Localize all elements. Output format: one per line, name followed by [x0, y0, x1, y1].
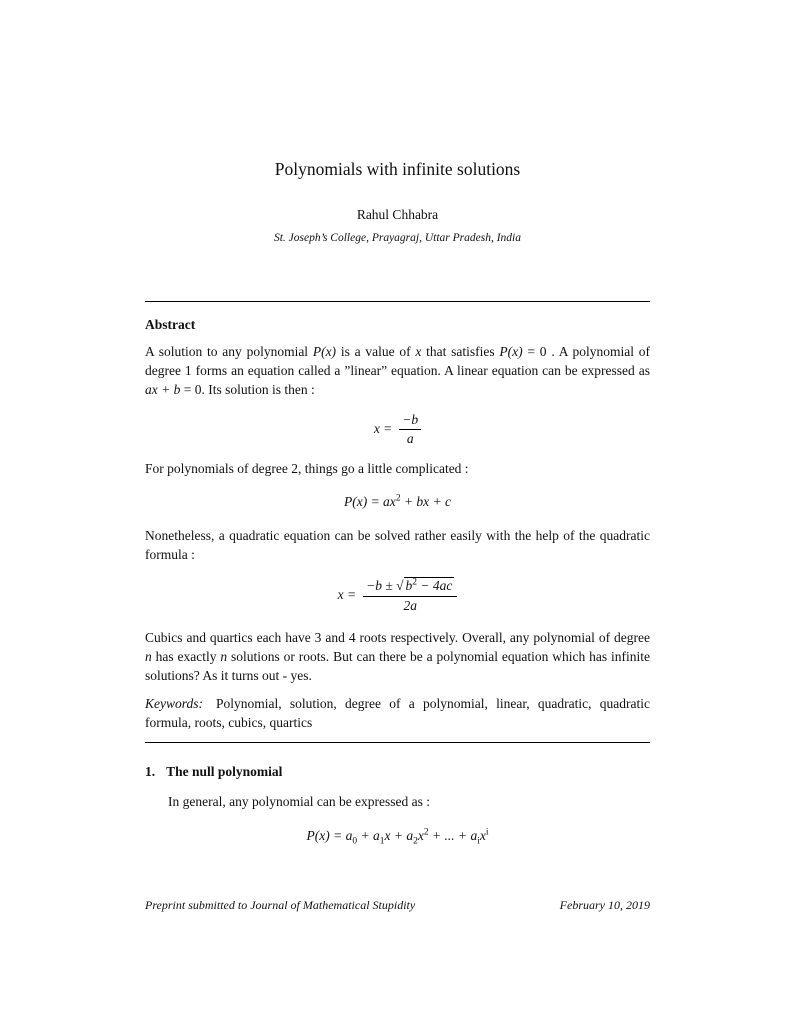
- math-segment: x: [479, 827, 486, 843]
- section-title: The null polynomial: [166, 763, 283, 779]
- abstract-paragraph-4: [145, 628, 650, 685]
- abstract-paragraph-1: [145, 342, 650, 399]
- radical-sign: √: [396, 578, 404, 594]
- subscript: 0: [352, 836, 358, 847]
- radicand-exponent: 2: [412, 577, 418, 588]
- paper-page: [145, 0, 650, 845]
- math-segment: P(x) = ax: [343, 494, 396, 510]
- math-segment: ax + b: [145, 382, 181, 397]
- text-segment: has exactly: [151, 648, 221, 664]
- math-segment: P(x): [312, 344, 337, 359]
- text-segment: Cubics and quartics each have 3 and 4 roots respectively. Overall, any polynomial of degree: [145, 629, 650, 645]
- math-segment: + a: [357, 827, 380, 843]
- math-segment: x: [415, 344, 422, 359]
- radicand-rest: − 4ac: [417, 578, 453, 594]
- subscript: i: [477, 836, 480, 847]
- equation-lhs: x =: [373, 420, 393, 436]
- section-1-heading: [145, 762, 650, 781]
- math-segment: P(x): [499, 344, 523, 359]
- preprint-note: Preprint submitted to Journal of Mathematical Stupidity: [145, 898, 416, 912]
- equation-quadratic-formula: [145, 577, 650, 613]
- section-1-paragraph: In general, any polynomial can be expressed as :: [168, 793, 431, 809]
- keywords-line: [145, 694, 650, 732]
- equation-general-polynomial: [145, 826, 650, 845]
- fraction-numerator: [363, 577, 457, 595]
- text-segment: = 0 . A polynomial of degree 1 forms an equation called a ”linear” equation. A linear equation can be expressed as: [145, 344, 650, 378]
- abstract-heading: Abstract: [145, 317, 196, 332]
- math-segment: P(x) = a: [306, 827, 353, 843]
- abstract-paragraph-3: Nonetheless, a quadratic equation can be solved rather easily with the help of the quadratic formula :: [145, 528, 650, 563]
- math-segment: + bx + c: [400, 494, 452, 510]
- abstract-top-rule: [145, 301, 650, 302]
- fraction: [399, 412, 421, 447]
- abstract-paragraph-2: For polynomials of degree 2, things go a little complicated :: [145, 461, 469, 477]
- text-segment: A solution to any polynomial: [145, 344, 313, 359]
- superscript: 2: [395, 493, 401, 504]
- author-name: Rahul Chhabra: [356, 207, 439, 222]
- equation-lhs: x =: [337, 586, 357, 602]
- math-segment: x + a: [384, 827, 414, 843]
- text-segment: = 0. Its solution is then :: [180, 382, 315, 397]
- math-segment: n: [145, 648, 152, 664]
- section-number: 1.: [145, 763, 156, 779]
- text-segment: Polynomial, solution, degree of a polynomial, linear, quadratic, quadratic formula, roots, cubics, quartics: [145, 695, 650, 730]
- text-segment: is a value of: [336, 344, 416, 359]
- footer-date: February 10, 2019: [559, 898, 650, 912]
- page-footer: [145, 897, 650, 913]
- equation-quadratic-polynomial: [145, 492, 650, 511]
- italic-segment: Keywords:: [145, 695, 203, 711]
- math-segment: + ... + a: [428, 827, 478, 843]
- subscript: 1: [379, 836, 385, 847]
- fraction: [363, 577, 457, 613]
- text-segment: solutions or roots. But can there be a polynomial equation which has infinite solutions? As it turns out - yes.: [145, 648, 650, 683]
- math-segment: n: [220, 648, 228, 664]
- fraction-denominator: a: [399, 429, 421, 447]
- numerator-prefix: −b ±: [366, 578, 397, 594]
- superscript: 2: [423, 827, 429, 838]
- radicand: [404, 577, 455, 594]
- square-root: [396, 577, 454, 594]
- radicand-base: b: [405, 578, 413, 594]
- fraction-numerator: −b: [402, 412, 419, 427]
- equation-linear-solution: [145, 412, 650, 447]
- fraction-denominator: 2a: [363, 596, 457, 614]
- author-affiliation: St. Joseph’s College, Prayagraj, Uttar Pradesh, India: [273, 232, 522, 244]
- paper-title: Polynomials with infinite solutions: [274, 159, 521, 179]
- abstract-bottom-rule: [145, 742, 650, 743]
- superscript: i: [485, 827, 489, 838]
- text-segment: that satisfies: [421, 344, 500, 359]
- subscript: 2: [413, 836, 418, 847]
- math-segment: x: [417, 827, 424, 843]
